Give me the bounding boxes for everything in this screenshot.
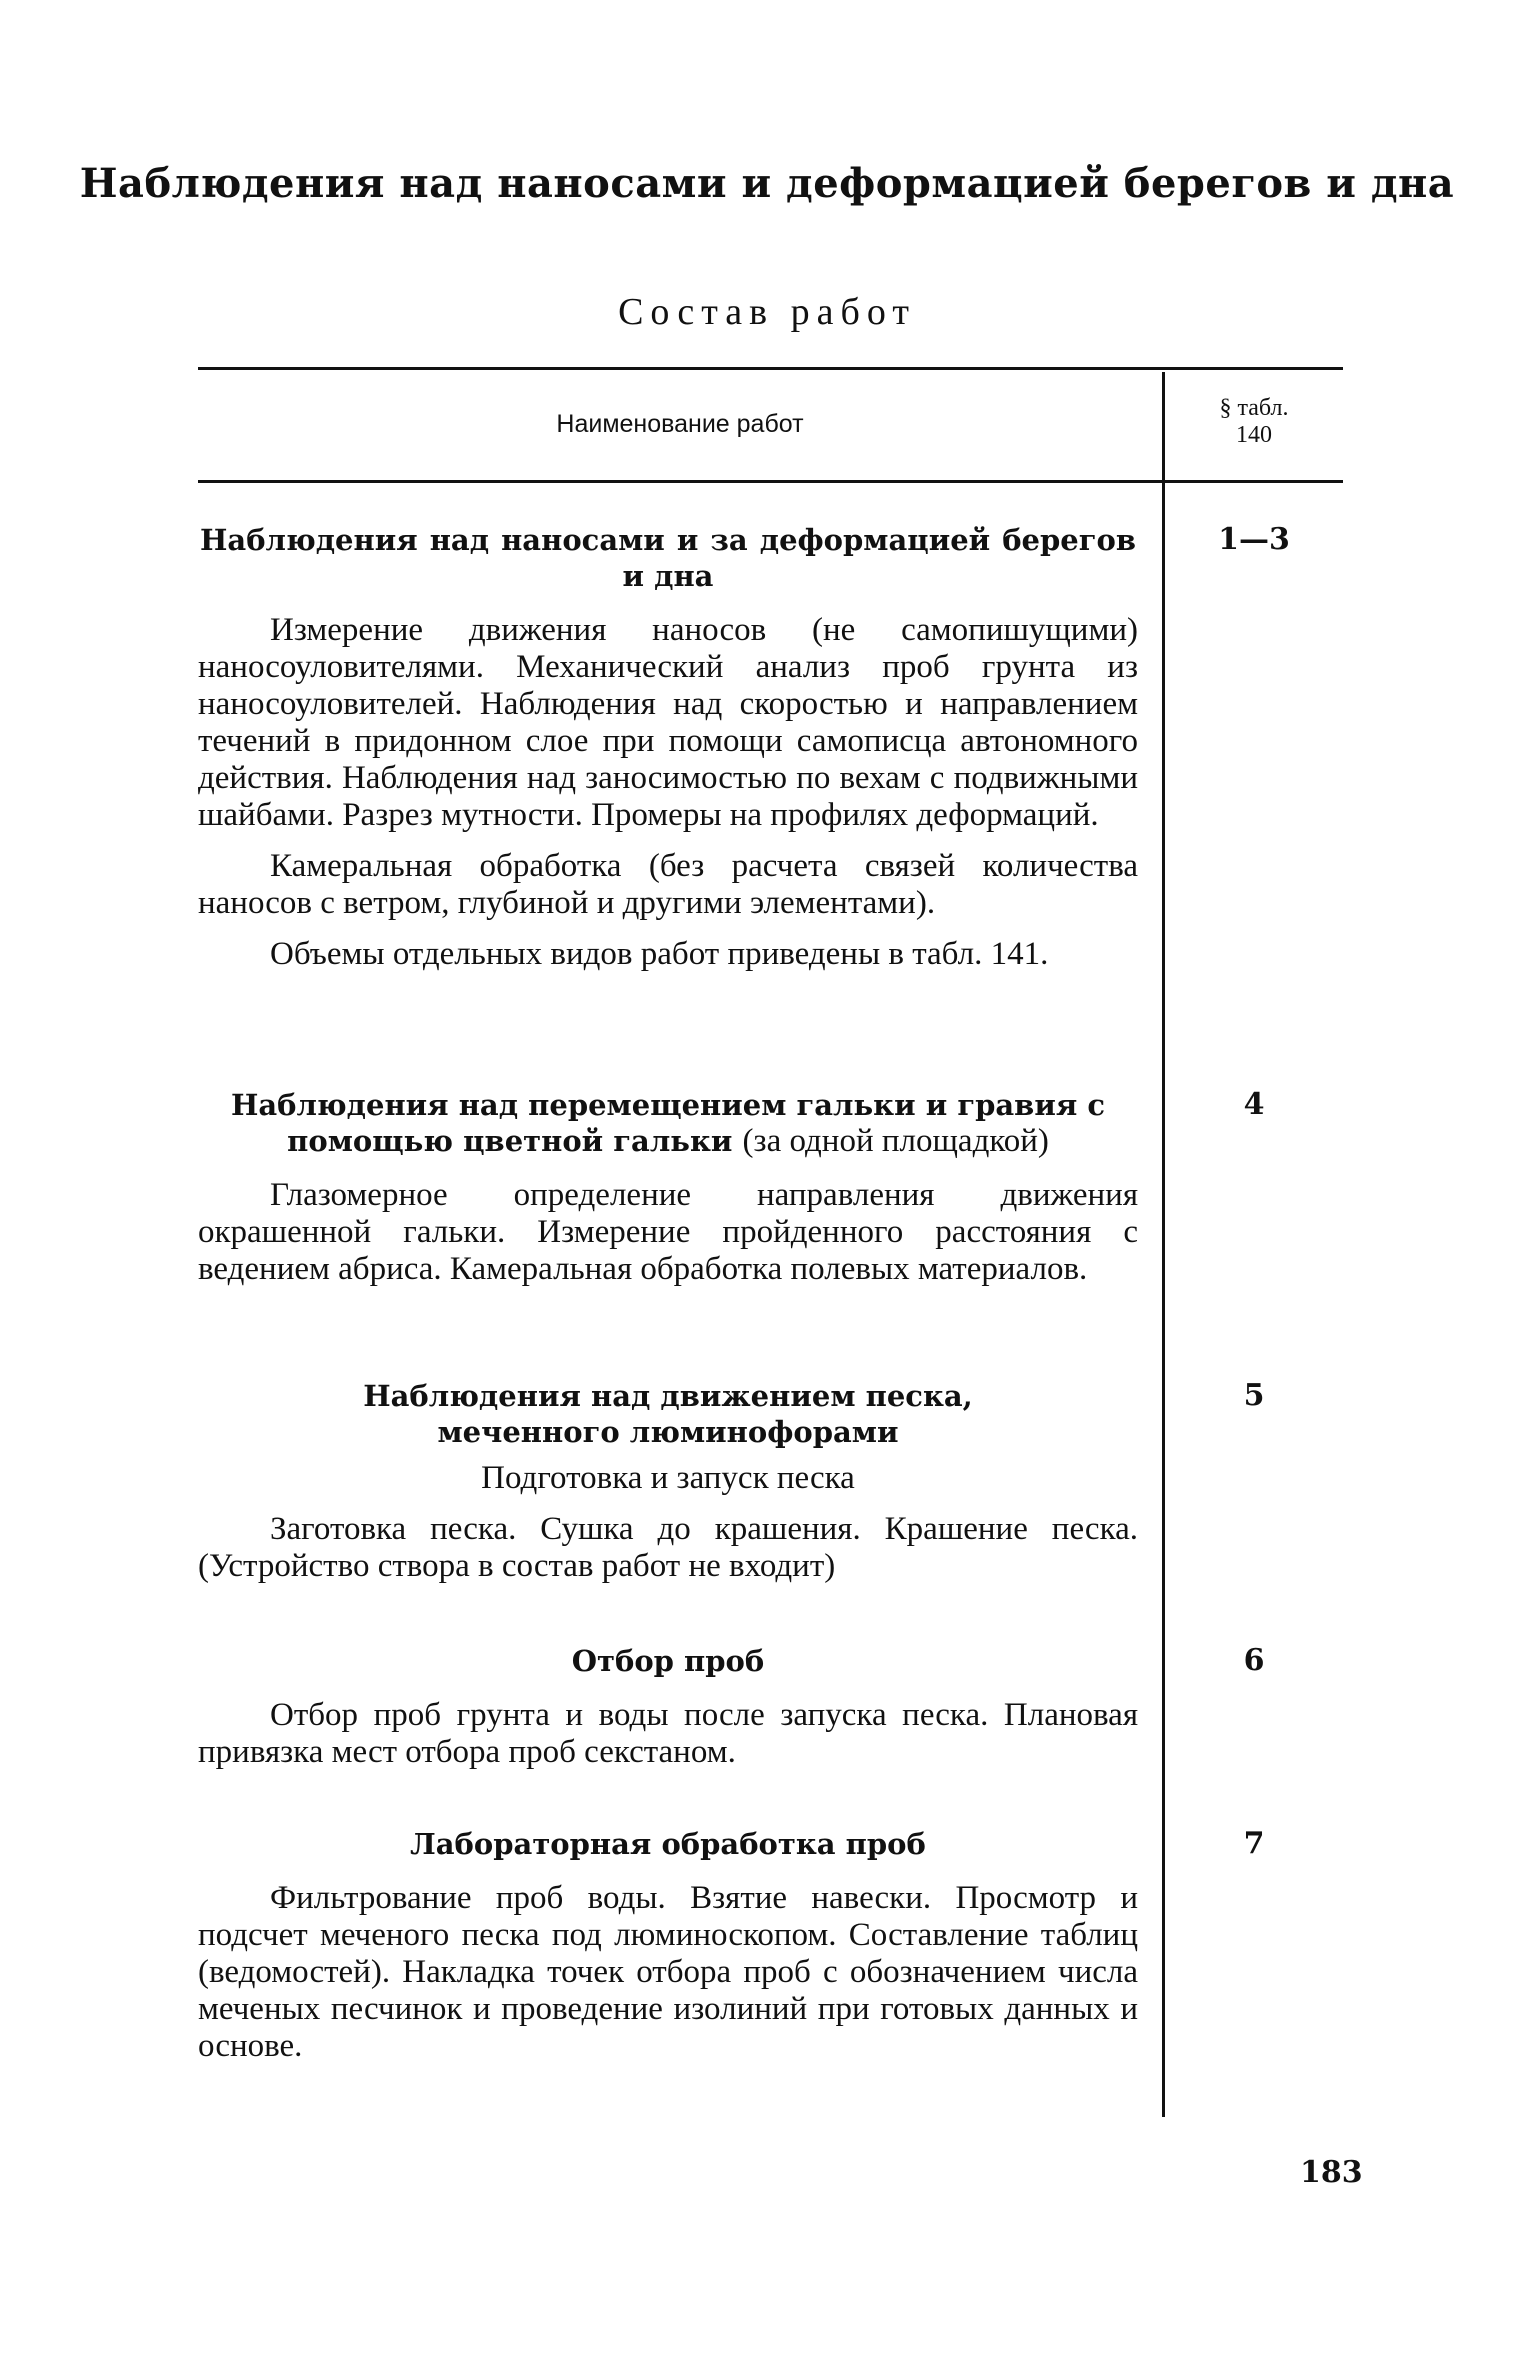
column-header-name: Наименование работ	[556, 410, 804, 438]
section-heading: Отбор проб	[571, 1644, 765, 1678]
page-number: 183	[1300, 2155, 1363, 2190]
section-row	[198, 1087, 1138, 1302]
section-row	[198, 1643, 1138, 1785]
section-heading: Лабораторная обработка проб	[410, 1827, 926, 1861]
table-header-rule	[198, 480, 1343, 483]
section-ref: 4	[1243, 1087, 1265, 1122]
section-heading: Наблюдения над наносами и за деформацией берегов и дна	[200, 523, 1136, 593]
section-heading-normal: (за одной площадкой)	[742, 1123, 1049, 1159]
section-paragraph: Заготовка песка. Сушка до крашения. Крашение песка. (Устройство створа в состав работ не входит)	[198, 1511, 1138, 1584]
column-header-ref-line1: § табл.	[1219, 395, 1289, 421]
section-ref: 6	[1243, 1643, 1265, 1678]
section-subheading: Подготовка и запуск песка	[481, 1460, 855, 1496]
section-heading-bold: Наблюдения над перемещением гальки и гравия с помощью цветной гальки	[230, 1088, 1106, 1158]
section-row	[198, 522, 1138, 987]
page-title: Наблюдения над наносами и деформацией берегов и дна	[79, 160, 1455, 207]
section-ref: 7	[1243, 1826, 1265, 1861]
section-row	[198, 1378, 1138, 1599]
table-top-rule	[198, 367, 1343, 370]
section-heading: Наблюдения над движением песка, меченного люминофорами	[363, 1379, 973, 1449]
section-ref: 5	[1243, 1378, 1265, 1413]
section-paragraph: Глазомерное определение направления движения окрашенной гальки. Измерение пройденного расстояния с ведением абриса. Камеральная обработка полевых материалов.	[198, 1177, 1138, 1287]
section-paragraph: Измерение движения наносов (не самопишущими) наносоуловителями. Механический анализ проб грунта из наносоуловителей. Наблюдения над скоростью и направлением течений в придонном слое при помощи самописца автономного действия. Наблюдения над заносимостью по вехам с подвижными шайбами. Разрез мутности. Промеры на профилях деформаций.	[198, 612, 1138, 833]
column-header-ref	[1165, 395, 1343, 449]
column-header-ref-line2: 140	[1236, 422, 1272, 448]
table-caption: Состав работ	[618, 291, 916, 333]
section-paragraph: Камеральная обработка (без расчета связей количества наносов с ветром, глубиной и другими элементами).	[198, 848, 1138, 921]
section-paragraph: Объемы отдельных видов работ приведены в табл. 141.	[270, 936, 1049, 972]
section-row	[198, 1826, 1138, 2079]
section-paragraph: Отбор проб грунта и воды после запуска песка. Плановая привязка мест отбора проб секстаном.	[198, 1697, 1138, 1770]
section-paragraph: Фильтрование проб воды. Взятие навески. Просмотр и подсчет меченого песка под люминоскопом. Составление таблиц (ведомостей). Накладка точек отбора проб с обозначением числа меченых песчинок и проведение изолиний при готовых данных и основе.	[198, 1880, 1138, 2064]
section-heading	[198, 1087, 1138, 1159]
section-ref: 1—3	[1218, 522, 1290, 557]
